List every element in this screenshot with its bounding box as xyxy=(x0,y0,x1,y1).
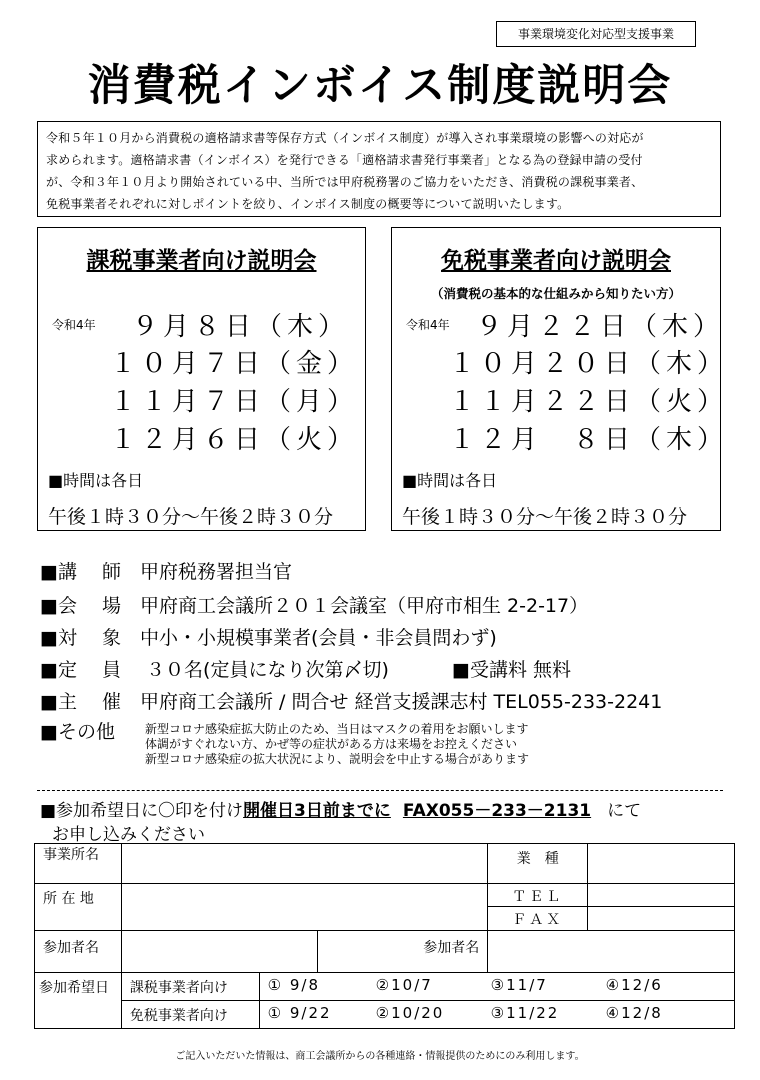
organizer-line: ■主 催 甲府商工会議所 / 問合せ 経営支援課志村 TEL055-233-2241 xyxy=(40,691,663,713)
kazei-session-box xyxy=(37,227,366,531)
kazei-option[interactable]: ① 9/8 xyxy=(267,976,321,994)
kazei-option-label: 課税事業者向け xyxy=(121,973,259,1001)
participant-label-1: 参加者名 xyxy=(35,931,122,973)
menzei-time-label: ■時間は各日 xyxy=(402,471,498,490)
menzei-options xyxy=(259,1001,734,1029)
kazei-title: 課税事業者向け説明会 xyxy=(86,248,317,274)
fee-line: ■受講料 無料 xyxy=(452,659,571,681)
other-note: 新型コロナ感染症の拡大状況により、説明会を中止する場合があります xyxy=(145,752,530,766)
kazei-time-label: ■時間は各日 xyxy=(48,471,144,490)
venue-line: ■会 場 甲府商工会議所２０１会議室（甲府市相生 2-2-17） xyxy=(40,595,589,617)
target-line: ■対 象 中小・小規模事業者(会員・非会員問わず) xyxy=(40,627,497,649)
address-label: 所 在 地 xyxy=(35,884,122,931)
other-notes xyxy=(145,722,529,767)
office-label: 事業所名 xyxy=(35,844,122,884)
application-instruction-a: ■参加希望日に〇印を付け xyxy=(40,801,244,821)
other-label: ■その他 xyxy=(40,721,115,743)
fax-label: ＦＡＸ xyxy=(488,907,588,931)
desired-date-label: 参加希望日 xyxy=(35,973,122,1029)
menzei-date: １２月 ８日（木） xyxy=(449,425,729,455)
office-field[interactable] xyxy=(121,844,487,884)
page-title: 消費税インボイス制度説明会 xyxy=(87,61,673,111)
intro-box xyxy=(37,121,721,217)
menzei-option[interactable]: ②10/20 xyxy=(375,1004,445,1022)
tel-label: ＴＥＬ xyxy=(488,884,588,907)
menzei-option[interactable]: ④12/8 xyxy=(605,1004,663,1022)
application-deadline: 開催日3日前までに xyxy=(243,801,391,821)
industry-label: 業 種 xyxy=(488,844,588,884)
menzei-option-label: 免税事業者向け xyxy=(121,1001,259,1029)
menzei-date: １１月２２日（火） xyxy=(449,387,729,417)
menzei-date: １０月２０日（木） xyxy=(449,349,729,379)
kazei-option[interactable]: ②10/7 xyxy=(375,976,433,994)
program-badge: 事業環境変化対応型支援事業 xyxy=(496,21,696,47)
kazei-option[interactable]: ③11/7 xyxy=(490,976,548,994)
menzei-title: 免税事業者向け説明会 xyxy=(441,248,671,274)
menzei-option[interactable]: ① 9/22 xyxy=(267,1004,332,1022)
menzei-subtitle: （消費税の基本的な仕組みから知りたい方） xyxy=(430,286,681,301)
kazei-date: １２月６日（火） xyxy=(110,425,359,455)
application-form xyxy=(34,843,735,1029)
privacy-footer: ご記入いただいた情報は、商工会議所からの各種連絡・情報提供のためにのみ利用します。 xyxy=(175,1051,585,1062)
menzei-time: 午後１時３０分～午後２時３０分 xyxy=(402,506,688,528)
application-instruction-2: お申し込みください xyxy=(52,825,205,845)
kazei-era: 令和4年 xyxy=(52,318,96,332)
address-field[interactable] xyxy=(121,884,487,931)
industry-field[interactable] xyxy=(588,844,735,884)
kazei-date: １０月７日（金） xyxy=(110,349,359,379)
kazei-date: １１月７日（月） xyxy=(110,387,359,417)
other-note: 体調がすぐれない方、かぜ等の症状がある方は来場をお控えください xyxy=(145,737,518,751)
menzei-era: 令和4年 xyxy=(406,318,450,332)
participant-label-2: 参加者名 xyxy=(317,931,488,973)
lecturer-line: ■講 師 甲府税務署担当官 xyxy=(40,561,292,583)
fax-field[interactable] xyxy=(588,907,735,931)
application-instruction-d: にて xyxy=(607,801,642,821)
application-fax: FAX055－233－2131 xyxy=(402,801,592,821)
intro-line: が、令和３年１０月より開始されている中、当所では甲府税務署のご協力をいただき、消費税の課税事業者、 xyxy=(46,175,644,189)
menzei-date: ９月２２日（木） xyxy=(476,312,725,342)
cut-line xyxy=(37,790,723,791)
application-instruction xyxy=(40,796,641,821)
intro-line: 求められます。適格請求書（インボイス）を発行できる「適格請求書発行事業者」となる為の登録申請の受付 xyxy=(46,153,643,167)
participant-field-1[interactable] xyxy=(121,931,317,973)
kazei-options xyxy=(259,973,734,1001)
kazei-option[interactable]: ④12/6 xyxy=(605,976,663,994)
tel-field[interactable] xyxy=(588,884,735,907)
intro-line: 免税事業者それぞれに対しポイントを絞り、インボイス制度の概要等について説明いたします。 xyxy=(46,197,570,211)
capacity-line: ■定 員 ３０名(定員になり次第〆切) xyxy=(40,659,389,681)
kazei-date: ９月８日（木） xyxy=(132,312,350,342)
participant-field-2[interactable] xyxy=(488,931,735,973)
menzei-option[interactable]: ③11/22 xyxy=(490,1004,560,1022)
kazei-time: 午後１時３０分～午後２時３０分 xyxy=(48,506,334,528)
other-note: 新型コロナ感染症拡大防止のため、当日はマスクの着用をお願いします xyxy=(145,722,529,736)
intro-line: 令和５年１０月から消費税の適格請求書等保存方式（インボイス制度）が導入され事業環境の影響への対応が xyxy=(46,131,644,145)
menzei-session-box xyxy=(391,227,729,531)
